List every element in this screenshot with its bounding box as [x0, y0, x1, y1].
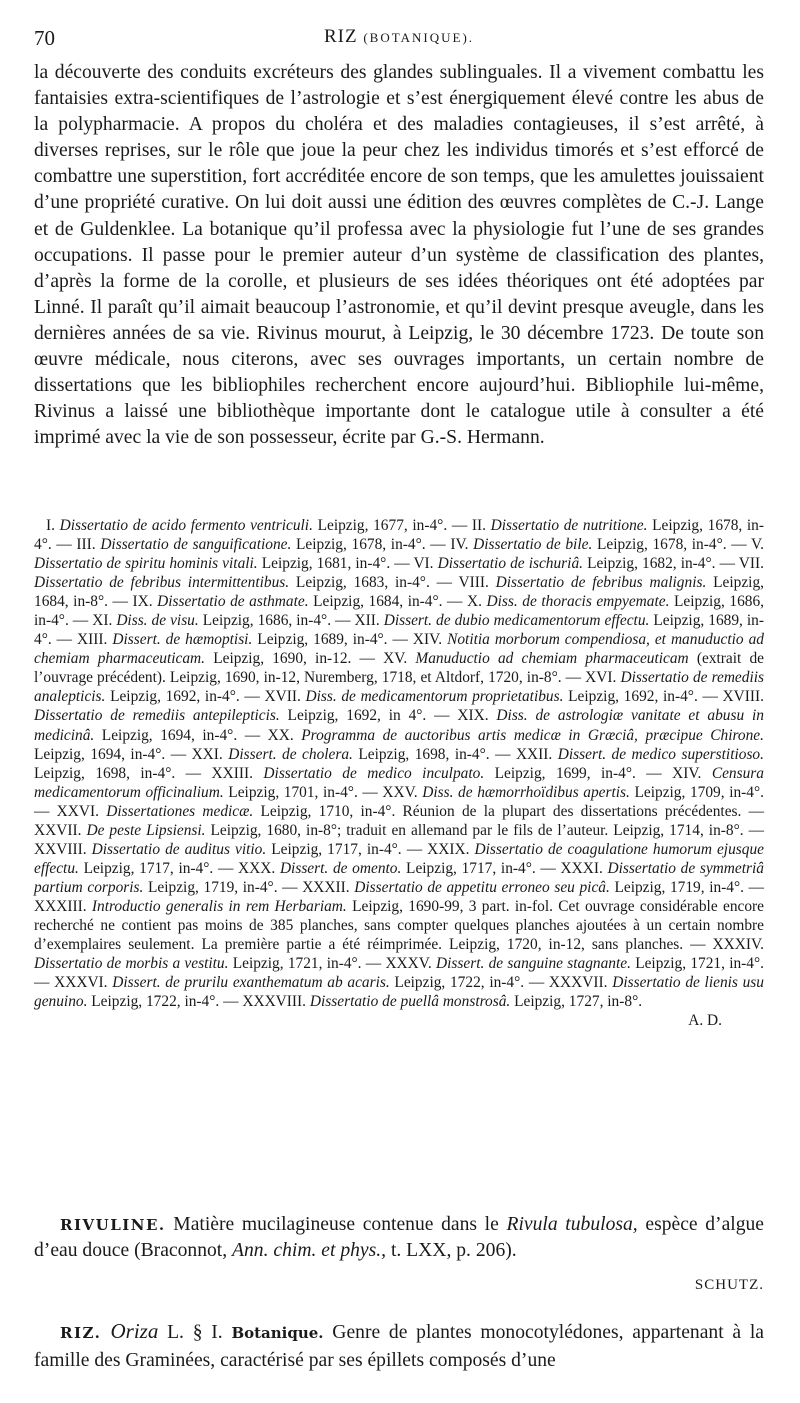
running-head-title: RIZ [323, 26, 364, 47]
bib-title: Dissertatio de sanguificatione. [100, 536, 292, 554]
bib-title: Dissertatio de coagulatione humorum ejusque effectu. [34, 840, 764, 877]
page-header [34, 26, 764, 56]
entry-signature: SCHUTZ. [694, 1277, 764, 1293]
bib-text: Leipzig, 1686, in-4°. — XII. [198, 612, 384, 630]
bib-title: Dissert. de omento. [279, 859, 402, 877]
bib-text: Leipzig, 1678, in-4°. — IV. [291, 536, 474, 554]
bib-title: Dissertatio de auditus vitio. [91, 840, 267, 858]
bib-text: Leipzig, 1698, in-4°. — XXIII. [34, 764, 264, 782]
bib-title: Dissert. de sanguine stagnante. [436, 955, 631, 973]
bib-text: Leipzig, 1694, in-4°. — XXI. [34, 745, 229, 763]
entry-body: L. § I. [158, 1322, 232, 1343]
bib-text: Leipzig, 1717, in-4°. — XXIX. [266, 840, 475, 858]
bib-text: Leipzig, 1717, in-4°. — XXXI. [401, 859, 608, 877]
bib-text: Leipzig, 1719, in-4°. — XXXIII. [34, 878, 765, 915]
bib-title: Dissert. de cholera. [228, 745, 353, 763]
entry-body: Matière mucilagineuse contenue dans le [165, 1214, 507, 1235]
bib-title: Programma de auctoribus artis medicæ in Græciâ, præcipue Chirone. [301, 726, 764, 744]
bib-title: Dissertatio de febribus malignis. [495, 574, 707, 592]
bib-title: Dissert. de prurilu exanthematum ab acaris. [112, 974, 390, 992]
bib-title: Dissertatio de lienis usu genuino. [34, 974, 764, 1011]
bib-text: Leipzig, 1727, in-8°. [510, 993, 643, 1011]
bib-title: Dissertatio de morbis a vestitu. [34, 955, 229, 973]
bib-text: Leipzig, 1683, in-4°. — VIII. [289, 574, 496, 592]
bib-text: Leipzig, 1689, in-4°. — XIII. [34, 612, 764, 649]
bib-text: Leipzig, 1684, in-4°. — X. [308, 593, 487, 611]
bib-title: Dissertatio de febribus intermittentibus. [34, 574, 290, 592]
headword: RIZ. [60, 1324, 102, 1342]
bib-text: Leipzig, 1692, in 4°. — XIX. [279, 707, 497, 725]
entry-body: espèce d’algue d’eau douce (Braconnot, [34, 1214, 765, 1261]
bib-text: Leipzig, 1686, in-4°. — XI. [34, 593, 765, 630]
running-head-subtitle: (BOTANIQUE). [363, 30, 475, 45]
bib-title: Diss. de medicamentorum proprietatibus. [305, 688, 564, 706]
bib-text: Leipzig, 1721, in-4°. — XXXV. [228, 955, 437, 973]
bib-title: Dissert. de hæmoptisi. [112, 631, 253, 649]
bib-title: Dissertatio de bile. [473, 536, 593, 554]
bib-text: Leipzig, 1701, in-4°. — XXV. [223, 783, 423, 801]
bib-text: Leipzig, 1692, in-4°. — XVII. [105, 688, 306, 706]
bib-text: Leipzig, 1689, in-4°. — XIV. [252, 631, 448, 649]
bib-text: Leipzig, 1694, in-4°. — XX. [94, 726, 302, 744]
journal-title: Ann. chim. et phys., [232, 1240, 387, 1261]
bib-title: Censura medicamentorum officinalium. [34, 764, 764, 801]
bib-title: Dissert. de medico superstitioso. [557, 745, 764, 763]
bib-text: Leipzig, 1710, in-4°. Réunion de la plupart des dissertations précédentes. — XXVII. [34, 802, 764, 839]
bib-text: Leipzig, 1684, in-8°. — IX. [34, 574, 764, 611]
bib-title: Dissertatio de acido fermento ventriculi. [59, 517, 313, 534]
bib-title: De peste Lipsiensi. [86, 821, 206, 839]
bib-title: Dissertatio de puellâ monstrosâ. [309, 993, 511, 1011]
bib-text: I. [46, 517, 60, 534]
entry-riz [34, 1318, 764, 1374]
bib-text: Leipzig, 1690, in-12. — XV. [205, 650, 416, 668]
section-title: Botanique. [231, 1324, 324, 1342]
bib-title: Introductio generalis in rem Herbariam. [91, 897, 347, 915]
bib-title: Dissert. de dubio medicamentorum effectu. [383, 612, 650, 630]
bib-text: Leipzig, 1721, in-4°. — XXXVI. [34, 955, 764, 992]
bib-title: Manuductio ad chemiam pharmaceuticam [415, 650, 689, 668]
bib-text: (extrait de l’ouvrage précédent). Leipzig, 1690, in-12, Nuremberg, 1718, et Altdorf, 1720, in-8°. — XVI. [34, 650, 764, 687]
species-name: Rivula tubulosa, [506, 1214, 638, 1235]
bib-title: Dissertatio de symmetriâ partium corporis. [34, 859, 764, 896]
bib-title: Dissertationes medicæ. [106, 802, 254, 820]
bib-title: Dissertatio de remediis analepticis. [34, 669, 764, 706]
entry-text [34, 1212, 764, 1264]
bibliography-list [34, 516, 764, 1030]
genus-name: Oriza [101, 1319, 159, 1343]
bib-title: Notitia morborum compendiosa, et manuductio ad chemiam pharmaceuticam. [34, 631, 764, 668]
bib-text: Leipzig, 1709, in-4°. — XXVI. [34, 783, 764, 820]
bib-title: Dissertatio de nutritione. [490, 517, 648, 534]
bib-text: Leipzig, 1677, in-4°. — II. [312, 517, 491, 534]
entry-body: Genre de plantes monocotylédones, appartenant à la famille des Graminées, caractérisé par ses épillets composés d’une [34, 1322, 764, 1371]
bib-text: Leipzig, 1682, in-4°. — VII. [583, 555, 764, 573]
main-paragraph [34, 60, 764, 451]
bib-title: Dissertatio de ischuriâ. [437, 555, 583, 573]
entry-body: t. LXX, p. 206). [386, 1240, 517, 1261]
bib-title: Dissertatio de remediis antepilepticis. [34, 707, 280, 725]
bib-text: Leipzig, 1699, in-4°. — XIV. [484, 764, 712, 782]
bib-text: Leipzig, 1680, in-8°; traduit en allemand par le fils de l’auteur. Leipzig, 1714, in-8°. — XXVIII. [34, 821, 765, 858]
bib-text: Leipzig, 1678, in-4°. — III. [34, 517, 765, 554]
running-head [34, 26, 764, 48]
bib-text: Leipzig, 1692, in-4°. — XVIII. [563, 688, 764, 706]
bib-title: Diss. de thoracis empyemate. [486, 593, 670, 611]
bib-title: Dissertatio de medico inculpato. [263, 764, 485, 782]
bib-title: Dissertatio de appetitu erroneo seu picâ. [354, 878, 610, 896]
entry-rivuline [34, 1212, 764, 1264]
bibliography-paragraph [34, 516, 764, 1011]
bib-text: Leipzig, 1690-99, 3 part. in-fol. Cet ouvrage considérable encore recherché ne contient pas moins de 385 planches, sans compter quelques planches ajoutées à un certain nombre d’exemplaires seulement. La première partie a été réimprimée. Leipzig, 1720, in-12, sans planches. — XXXIV. [34, 897, 764, 954]
bib-title: Dissertatio de asthmate. [157, 593, 309, 611]
page-number: 70 [34, 26, 55, 50]
entry-text [34, 1318, 764, 1374]
author-initials: A. D. [688, 1012, 722, 1030]
bib-text: Leipzig, 1722, in-4°. — XXXVIII. [87, 993, 310, 1011]
bib-title: Diss. de visu. [116, 612, 199, 630]
bib-title: Diss. de astrologiæ vanitate et abusu in medicinâ. [34, 707, 764, 744]
bib-text: Leipzig, 1719, in-4°. — XXXII. [143, 878, 355, 896]
bib-text: Leipzig, 1681, in-4°. — VI. [257, 555, 438, 573]
paragraph-text: la découverte des conduits excréteurs des glandes sublinguales. Il a vivement combattu les fantaisies extra-scientifiques de l’astrologie et s’est énergiquement élevé contre les abus de la polypharmacie. A propos du choléra et des maladies contagieuses, il s’est arrêté, à diverses reprises, sur le rôle que joue la peur chez les individus timorés et s’est efforcé de combattre une superstition, fort accréditée encore de son temps, que les amulettes jouissaient d’une propriété curative. On lui doit aussi une édition des œuvres complètes de C.-J. Lange et de Guldenklee. La botanique qu’il professa avec la physiologie fut l’une de ses grandes occupations. Il passe pour le premier auteur d’un système de classification des plantes, d’après la forme de la corolle, et plusieurs de ses idées théoriques ont été adoptées par Linné. Il paraît qu’il aimait beaucoup l’astronomie, et qu’il devint presque aveugle, dans les dernières années de sa vie. Rivinus mourut, à Leipzig, le 30 décembre 1723. De toute son œuvre médicale, nous citerons, avec ses ouvrages importants, un certain nombre de dissertations que les bibliophiles recherchent encore aujourd’hui. Bibliophile lui-même, Rivinus a laissé une bibliothèque importante dont le catalogue utile à consulter a été imprimé avec la vie de son possesseur, écrite par G.-S. Hermann. [34, 62, 764, 449]
bib-title: Diss. de hæmorrhoïdibus apertis. [422, 783, 630, 801]
bib-text: Leipzig, 1678, in-4°. — V. [592, 536, 764, 554]
bib-text: Leipzig, 1722, in-4°. — XXXVII. [389, 974, 613, 992]
bib-text: Leipzig, 1698, in-4°. — XXII. [352, 745, 558, 763]
bib-text: Leipzig, 1717, in-4°. — XXX. [78, 859, 280, 877]
headword: RIVULINE. [60, 1216, 166, 1234]
bib-title: Dissertatio de spiritu hominis vitali. [34, 555, 258, 573]
